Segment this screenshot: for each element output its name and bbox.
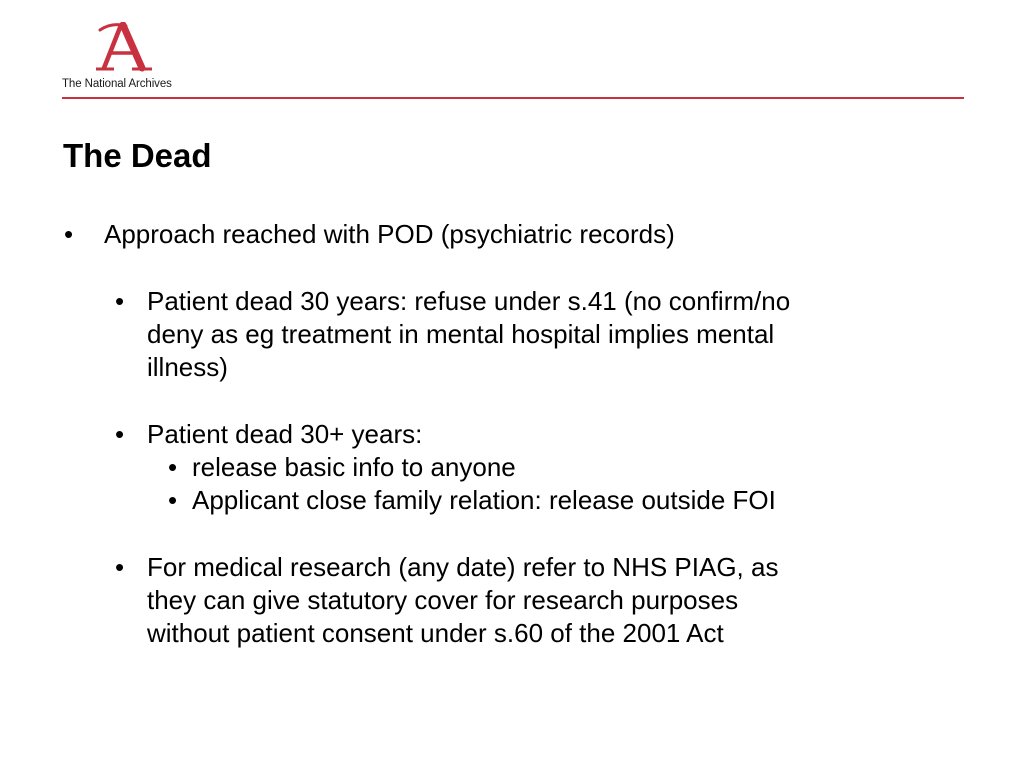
national-archives-logo [62,22,192,94]
bullet-icon: • [115,286,125,316]
bullet-icon: • [64,219,74,249]
bullet-icon: • [168,485,178,515]
bullet-text: Applicant close family relation: release outside FOI [192,485,776,515]
bullet-text: Patient dead 30 years: refuse under s.41 (no confirm/no [147,286,791,316]
bullet-text: For medical research (any date) refer to NHS PIAG, as [147,552,779,582]
bullet-item [0,285,1024,384]
slide-title: The Dead [63,137,212,174]
bullet-item [0,551,1024,650]
bullet-icon: • [115,419,125,449]
header-divider [62,97,964,99]
bullet-text: Approach reached with POD (psychiatric records) [104,219,675,249]
bullet-list [0,218,1024,650]
bullet-text: Patient dead 30+ years: [147,419,423,449]
logo-text: The National Archives [62,78,172,90]
sub-bullet-item [0,484,1024,517]
bullet-text: release basic info to anyone [192,452,516,482]
sub-bullet-item [0,451,1024,484]
national-archives-logo-icon [90,22,154,74]
bullet-icon: • [168,452,178,482]
bullet-text: illness) [147,352,228,382]
bullet-icon: • [115,552,125,582]
bullet-text: deny as eg treatment in mental hospital implies mental [147,319,775,349]
bullet-text: they can give statutory cover for research purposes [147,585,739,615]
bullet-text: without patient consent under s.60 of the 2001 Act [147,618,724,648]
bullet-item [0,218,1024,251]
bullet-item [0,418,1024,451]
